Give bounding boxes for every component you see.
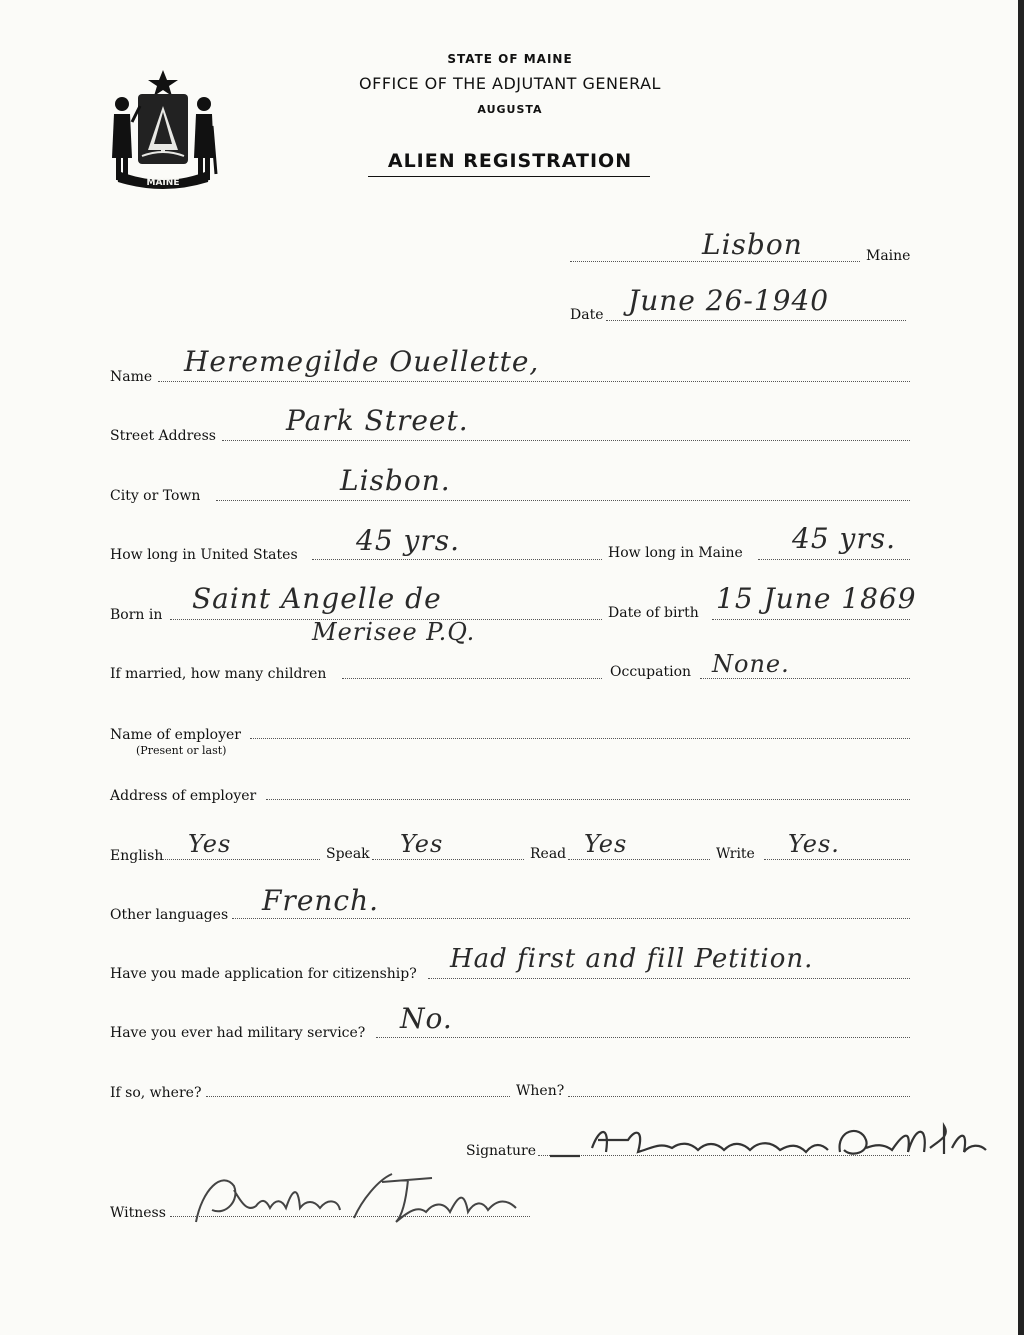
employer-line	[250, 738, 910, 739]
when-line	[568, 1096, 910, 1097]
english-value: Yes	[188, 830, 232, 858]
citizenship-line	[428, 978, 910, 979]
date-of-birth-line	[712, 619, 910, 620]
label-speak: Speak	[326, 846, 370, 862]
city-line	[216, 500, 910, 501]
speak-line	[372, 859, 524, 860]
how-long-us-line	[312, 559, 602, 560]
label-children: If married, how many children	[110, 666, 327, 682]
born-in-value-line1: Saint Angelle de	[192, 582, 442, 615]
military-value: No.	[400, 1002, 453, 1035]
city-value: Lisbon.	[340, 464, 451, 497]
label-where: If so, where?	[110, 1085, 202, 1101]
label-when: When?	[516, 1083, 565, 1099]
label-signature: Signature	[466, 1143, 537, 1159]
label-street-address: Street Address	[110, 428, 216, 444]
employer-address-line	[266, 799, 910, 800]
maine-seal-icon	[108, 66, 218, 192]
where-line	[206, 1096, 510, 1097]
form-title: ALIEN REGISTRATION	[387, 150, 633, 172]
name-value: Heremegilde Ouellette,	[184, 345, 540, 378]
label-read: Read	[530, 846, 567, 862]
how-long-maine-value: 45 yrs.	[792, 522, 897, 555]
read-line	[568, 859, 710, 860]
label-how-long-maine: How long in Maine	[608, 545, 743, 561]
town-line	[570, 261, 860, 262]
street-line	[222, 440, 910, 441]
speak-value: Yes	[400, 830, 444, 858]
label-other-languages: Other languages	[110, 907, 229, 923]
header-state: STATE OF MAINE	[447, 52, 573, 66]
born-in-value-line2: Merisee P.Q.	[312, 618, 476, 646]
english-line	[162, 859, 320, 860]
how-long-us-value: 45 yrs.	[356, 524, 461, 557]
date-value: June 26-1940	[628, 284, 830, 317]
citizenship-value: Had first and fill Petition.	[450, 944, 814, 974]
other-languages-line	[232, 918, 910, 919]
scan-edge	[1018, 0, 1024, 1335]
label-maine: Maine	[866, 248, 911, 264]
witness-signature	[182, 1160, 542, 1232]
occupation-line	[700, 678, 910, 679]
street-value: Park Street.	[286, 404, 469, 437]
applicant-signature	[540, 1118, 1000, 1168]
other-languages-value: French.	[262, 884, 380, 917]
label-witness: Witness	[110, 1205, 166, 1221]
children-line	[342, 678, 602, 679]
header-office: OFFICE OF THE ADJUTANT GENERAL	[359, 74, 661, 93]
town-value: Lisbon	[702, 228, 803, 261]
title-underline	[368, 176, 650, 177]
label-write: Write	[716, 846, 755, 862]
write-value: Yes.	[788, 830, 840, 858]
how-long-maine-line	[758, 559, 910, 560]
label-military: Have you ever had military service?	[110, 1025, 366, 1041]
label-born-in: Born in	[110, 607, 163, 623]
label-employer: Name of employer	[110, 727, 241, 743]
label-occupation: Occupation	[610, 664, 692, 680]
label-employer-note: (Present or last)	[136, 744, 227, 757]
date-line	[606, 320, 906, 321]
write-line	[764, 859, 910, 860]
label-employer-address: Address of employer	[110, 788, 257, 804]
label-name: Name	[110, 369, 153, 385]
header-city: AUGUSTA	[477, 103, 543, 116]
military-line	[376, 1037, 910, 1038]
read-value: Yes	[584, 830, 628, 858]
label-date: Date	[570, 307, 604, 323]
name-line	[158, 381, 910, 382]
occupation-value: None.	[712, 650, 790, 678]
date-of-birth-value: 15 June 1869	[716, 582, 917, 615]
label-english: English	[110, 848, 164, 864]
label-citizenship: Have you made application for citizenship?	[110, 966, 417, 982]
seal-banner-text: MAINE	[146, 178, 180, 188]
label-city: City or Town	[110, 488, 201, 504]
label-how-long-us: How long in United States	[110, 547, 298, 563]
label-date-of-birth: Date of birth	[608, 605, 699, 621]
